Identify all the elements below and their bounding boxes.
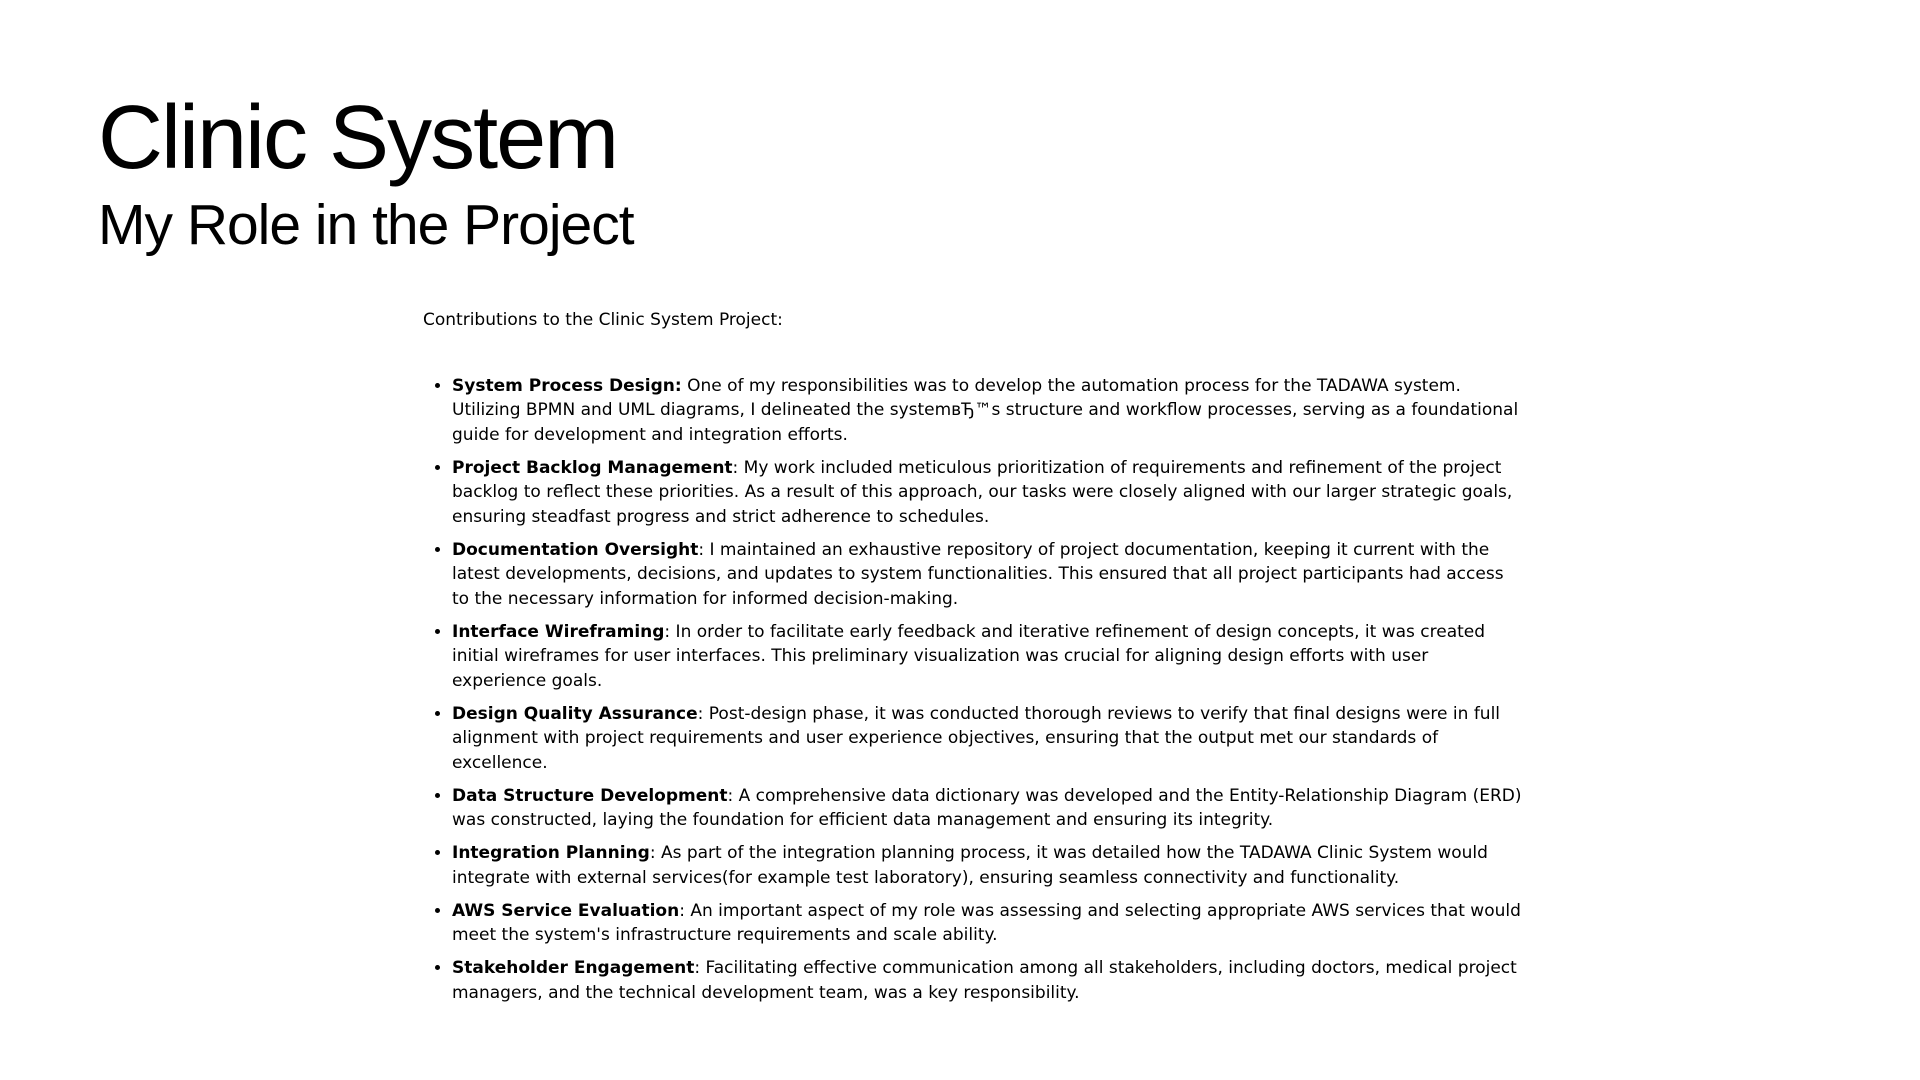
- list-item: [452, 956, 1523, 1005]
- list-item: [452, 620, 1523, 694]
- item-title: Data Structure Development: [452, 785, 728, 806]
- list-item: [452, 841, 1523, 890]
- item-title: Documentation Oversight: [452, 539, 699, 560]
- contributions-list: [423, 374, 1523, 1006]
- page-title: Clinic System: [98, 88, 618, 188]
- list-item: [452, 784, 1523, 833]
- list-item: [452, 702, 1523, 776]
- list-item: [452, 899, 1523, 948]
- item-text: One of my responsibilities was to develop the automation process for the TADAWA system. Utilizing BPMN and UML diagrams, I delineated the systemвЂ™s structure and workflow processes, serving as a foundational guide for development and integration efforts.: [452, 375, 1519, 445]
- list-item: [452, 538, 1523, 612]
- list-item: [452, 374, 1523, 448]
- contributions-intro: Contributions to the Clinic System Project:: [423, 310, 783, 330]
- item-title: Project Backlog Management: [452, 457, 733, 478]
- item-title: Stakeholder Engagement: [452, 958, 695, 978]
- item-text: : A comprehensive data dictionary was developed and the Entity-Relationship Diagram (ERD) was constructed, laying the foundation for efficient data management and ensuring its integrity.: [452, 785, 1522, 830]
- item-title: System Process Design:: [452, 375, 682, 396]
- item-title: Design Quality Assurance: [452, 703, 698, 724]
- item-title: AWS Service Evaluation: [452, 900, 680, 921]
- item-text: : I maintained an exhaustive repository of project documentation, keeping it current with the latest developments, decisions, and updates to system functionalities. This ensured that all project participants had access to the necessary information for informed decision-making.: [452, 539, 1504, 609]
- item-text: : As part of the integration planning process, it was detailed how the TADAWA Clinic System would integrate with external services(for example test laboratory), ensuring seamless connectivity and functionality.: [452, 843, 1488, 888]
- list-item: [452, 456, 1523, 530]
- contributions-section: [423, 308, 1523, 1014]
- page-subtitle: My Role in the Project: [98, 193, 634, 257]
- item-text: : Post-design phase, it was conducted thorough reviews to verify that final designs were in full alignment with project requirements and user experience objectives, ensuring that the output met our standards of excellence.: [452, 703, 1501, 773]
- item-title: Integration Planning: [452, 843, 650, 863]
- item-text: : An important aspect of my role was assessing and selecting appropriate AWS services that would meet the system's infrastructure requirements and scale ability.: [452, 900, 1521, 945]
- item-text: : My work included meticulous prioritization of requirements and refinement of the project backlog to reflect these priorities. As a result of this approach, our tasks were closely aligned with our larger strategic goals, ensuring steadfast progress and strict adherence to schedules.: [452, 457, 1513, 527]
- item-text: : In order to facilitate early feedback and iterative refinement of design concepts, it was created initial wireframes for user interfaces. This preliminary visualization was crucial for aligning design efforts with user experience goals.: [452, 621, 1486, 691]
- item-text: : Facilitating effective communication among all stakeholders, including doctors, medical project managers, and the technical development team, was a key responsibility.: [452, 958, 1517, 1003]
- item-title: Interface Wireframing: [452, 621, 665, 642]
